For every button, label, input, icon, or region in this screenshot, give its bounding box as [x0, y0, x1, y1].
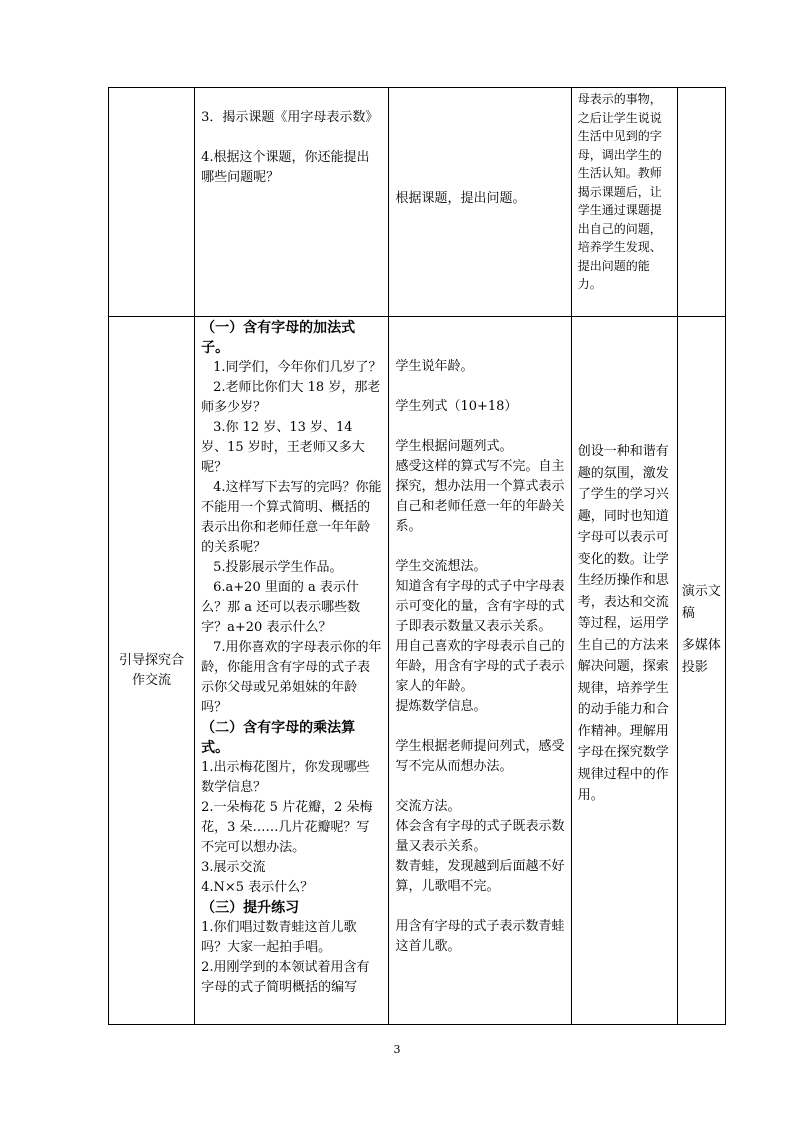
- stage-cell: [109, 88, 195, 317]
- student-step: 知道含有字母的式子中字母表示可变化的量，含有字母的式子即表示数量又表示关系。: [395, 579, 565, 634]
- teacher-step: 5.投影展示学生作品。: [213, 560, 343, 575]
- teacher-activity-cell: [195, 88, 389, 317]
- student-step: 提炼数学信息。: [395, 699, 487, 714]
- media-item: 演示文稿: [681, 584, 721, 621]
- teacher-step: 3．揭示课题《用字母表示数》: [201, 110, 379, 125]
- teacher-step: 4.这样写下去写的完吗？你能不能用一个算式简明、概括的表示出你和老师任意一年年龄的关系呢？: [201, 480, 382, 555]
- stage-label: 引导探究合作交流: [119, 652, 185, 688]
- media-item: 多媒体投影: [681, 638, 721, 675]
- teacher-step: 6.a+20 里面的 a 表示什么？那 a 还可以表示哪些数字？a+20 表示什么？: [201, 580, 361, 635]
- teacher-step: 1.你们唱过数青蛙这首儿歌吗？大家一起拍手唱。: [201, 920, 357, 955]
- student-step: 根据课题，提出问题。: [395, 191, 526, 206]
- student-activity-cell: [389, 317, 571, 1025]
- design-intent-cell: [571, 88, 677, 317]
- section-heading-addition: （一）含有字母的加法式子。: [201, 320, 356, 356]
- teacher-step: 7.用你喜欢的字母表示你的年龄，你能用含有字母的式子表示你父母或兄弟姐妹的年龄吗？: [201, 640, 382, 715]
- student-step: 用含有字母的式子表示数青蛙这首儿歌。: [395, 919, 565, 954]
- student-step: 学生交流想法。: [395, 559, 487, 574]
- student-step: 学生根据老师提问列式，感受写不完从而想办法。: [395, 739, 565, 774]
- design-intent-text: 创设一种和谐有趣的氛围，激发了学生的学习兴趣，同时也知道字母可以表示可变化的数。让学生经历操作和思考，表达和交流等过程，运用学生自己的方法来解决问题，探索规律，培养学生的动手能力和合作精神。理解用字母在探究数学规律过程中的作用。: [577, 444, 669, 803]
- media-cell: [677, 88, 725, 317]
- teacher-activity-cell: [195, 317, 389, 1025]
- stage-cell: [109, 317, 195, 1025]
- section-heading-practice: （三）提升练习: [201, 900, 300, 916]
- teacher-step: 3.展示交流: [201, 860, 266, 875]
- lesson-plan-table: [108, 87, 726, 1025]
- student-step: 数青蛙，发现越到后面越不好算，儿歌唱不完。: [395, 859, 565, 894]
- page-number: 3: [393, 1043, 401, 1056]
- teacher-step: 4.N×5 表示什么？: [201, 880, 314, 895]
- teacher-step: 1.出示梅花图片，你发现哪些数学信息？: [201, 760, 370, 795]
- section-heading-multiplication: （二）含有字母的乘法算式。: [201, 720, 356, 756]
- table-row: [109, 88, 726, 317]
- student-step: 用自己喜欢的字母表示自己的年龄，用含有字母的式子表示家人的年龄。: [395, 639, 565, 694]
- student-step: 交流方法。: [395, 799, 461, 814]
- table-row: [109, 317, 726, 1025]
- design-intent-text: 母表示的事物，之后让学生说说生活中见到的字母，调出学生的生活认知。教师揭示课题后，让学生通过课题提出自己的问题，培养学生发现、提出问题的能力。: [577, 92, 662, 291]
- teacher-step: 1.同学们，今年你们几岁了？: [213, 360, 382, 375]
- media-cell: [677, 317, 725, 1025]
- student-activity-cell: [389, 88, 571, 317]
- teacher-step: 2.老师比你们大 18 岁，那老师多少岁？: [201, 380, 381, 415]
- student-step: 体会含有字母的式子既表示数量又表示关系。: [395, 819, 565, 854]
- student-step: 学生根据问题列式。: [395, 439, 513, 454]
- teacher-step: 3.你 12 岁、13 岁、14 岁、15 岁时，王老师又多大呢？: [201, 420, 365, 475]
- teacher-step: 2.用刚学到的本领试着用含有字母的式子简明概括的编写: [201, 960, 370, 995]
- student-step: 感受这样的算式写不完。自主探究，想办法用一个算式表示自己和老师任意一年的年龄关系。: [395, 459, 565, 534]
- student-step: 学生列式（10+18）: [395, 399, 518, 414]
- teacher-step: 4.根据这个课题，你还能提出哪些问题呢？: [201, 150, 370, 185]
- design-intent-cell: [571, 317, 677, 1025]
- student-step: 学生说年龄。: [395, 359, 474, 374]
- teacher-step: 2.一朵梅花 5 片花瓣，2 朵梅花，3 朵……几片花瓣呢？写不完可以想办法。: [201, 800, 373, 855]
